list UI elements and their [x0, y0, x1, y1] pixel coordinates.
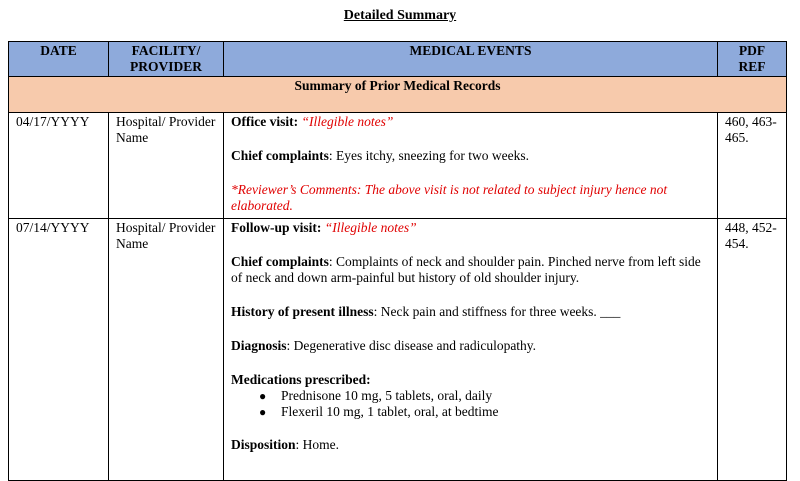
visit-note: “Illegible notes” [324, 220, 417, 235]
visit-label: Office visit: [231, 114, 299, 129]
facility-cell: Hospital/ Provider Name [109, 219, 224, 481]
document-title: Detailed Summary [343, 8, 457, 23]
header-pdf-ref: PDF REF [718, 42, 787, 77]
medical-events-cell [224, 113, 718, 219]
date-cell: 04/17/YYYY [9, 113, 109, 219]
reviewer-comment: *Reviewer’s Comments: The above visit is not related to subject injury hence not elaborated. [231, 182, 668, 213]
table-row [9, 113, 787, 219]
list-item: ● Prednisone 10 mg, 5 tablets, oral, daily [259, 388, 493, 403]
disposition-label: Disposition [231, 437, 296, 452]
section-title: Summary of Prior Medical Records [9, 77, 787, 113]
section-row [9, 77, 787, 113]
complaint-label: Chief complaints [231, 148, 329, 163]
visit-label: Follow-up visit: [231, 220, 322, 235]
disposition-text: : Home. [295, 437, 340, 452]
table-row [9, 219, 787, 481]
header-facility: FACILITY/ PROVIDER [109, 42, 224, 77]
date-cell: 07/14/YYYY [9, 219, 109, 481]
list-item: ● Flexeril 10 mg, 1 tablet, oral, at bedtime [259, 404, 499, 419]
complaint-line [231, 148, 710, 164]
complaint-text: : Complaints of neck and shoulder pain. Pinched nerve from left side of neck and down arm-painful but history of old shoulder injury. [231, 254, 701, 285]
diagnosis-label: Diagnosis [231, 338, 287, 353]
complaint-text: : Eyes itchy, sneezing for two weeks. [328, 148, 529, 163]
visit-line [231, 220, 710, 236]
bullet-icon: ● [259, 405, 267, 419]
medications-label: Medications prescribed: [231, 372, 371, 387]
visit-line [231, 114, 710, 130]
complaint-label: Chief complaints [231, 254, 329, 269]
detailed-summary-table [8, 41, 787, 481]
facility-cell: Hospital/ Provider Name [109, 113, 224, 219]
header-medical-events: MEDICAL EVENTS [224, 42, 718, 77]
header-date: DATE [9, 42, 109, 77]
diagnosis-text: : Degenerative disc disease and radiculopathy. [286, 338, 537, 353]
hpi-label: History of present illness [231, 304, 374, 319]
pdf-ref-cell: 460, 463-465. [718, 113, 787, 219]
hpi-line [231, 304, 710, 320]
medical-events-cell [224, 219, 718, 481]
pdf-ref-cell: 448, 452-454. [718, 219, 787, 481]
complaint-line [231, 254, 710, 286]
bullet-icon: ● [259, 389, 267, 403]
diagnosis-line [231, 338, 710, 354]
visit-note: “Illegible notes” [301, 114, 394, 129]
header-row [9, 42, 787, 77]
hpi-text: : Neck pain and stiffness for three weeks. ___ [373, 304, 621, 319]
disposition-line [231, 437, 710, 453]
medications-list [231, 388, 710, 420]
